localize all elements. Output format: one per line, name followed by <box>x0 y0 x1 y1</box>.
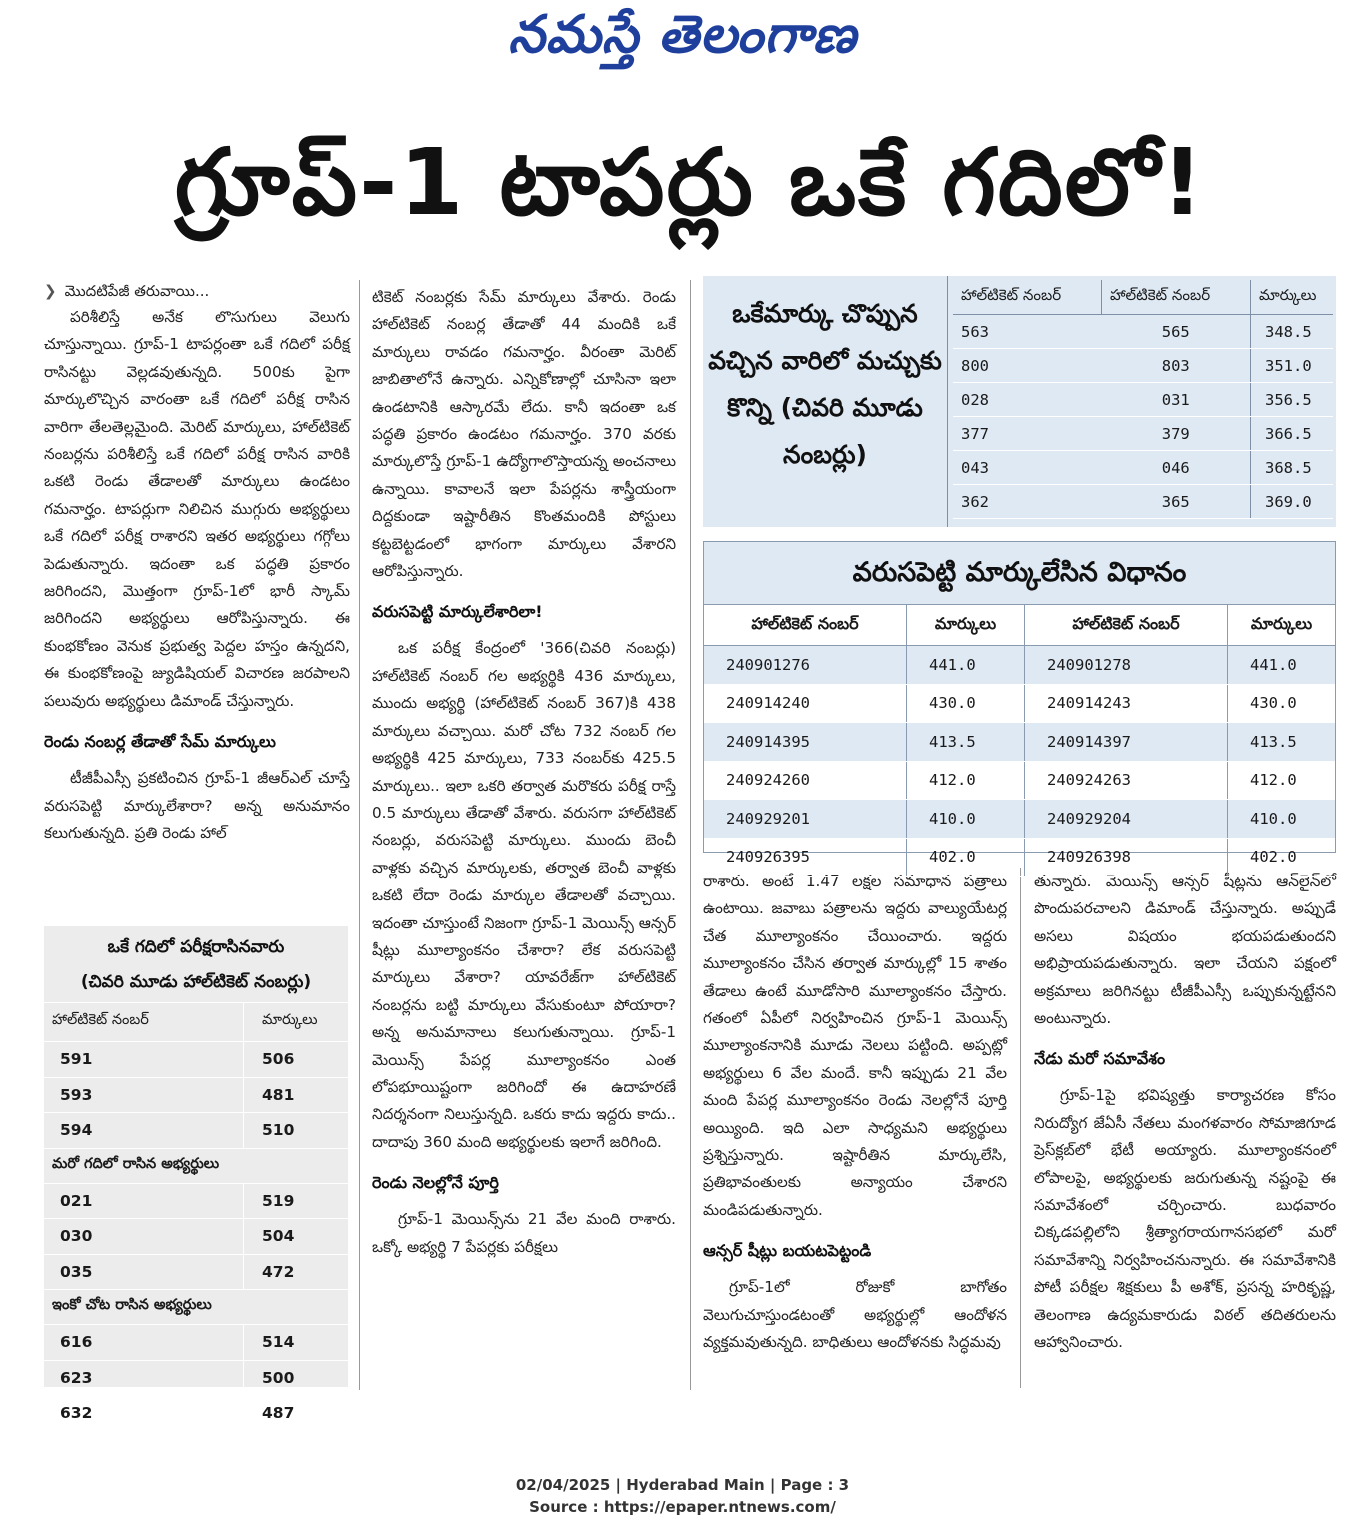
table-cell: 563 <box>953 315 1102 349</box>
table-cell: 240914395 <box>704 723 907 762</box>
table-cell: 362 <box>953 485 1102 519</box>
table-section-label: ఇంకో చోట రాసిన అభ్యర్థులు <box>44 1290 348 1325</box>
article-column-1 <box>44 280 350 847</box>
table-cell: 441.0 <box>1228 646 1336 685</box>
sequential-marks-title: వరుసపెట్టి మార్కులేసిన విధానం <box>704 542 1335 605</box>
column-divider <box>359 280 360 1390</box>
table-cell: 803 <box>1102 349 1251 383</box>
article-paragraph: గ్రూప్-1 మెయిన్స్‌ను 21 వేల మంది రాశారు. ఒక్కో అభ్యర్థి 7 పేపర్లకు పరీక్షలు <box>372 1210 676 1256</box>
table-cell: 481 <box>244 1077 349 1113</box>
table-cell: 594 <box>44 1113 244 1149</box>
article-paragraph: పరిశీలిస్తే అనేక లొసుగులు వెలుగు చూస్తున్నాయి. గ్రూప్-1 టాపర్లంతా ఒకే గదిలో పరీక్ష రాసినట్టు వెల్లడవుతున్నది. 500కు పైగా మార్కులొచ్చిన వారంతా ఒకే గదిలో పరీక్ష రాసిన వారిగా తేలతెల్లమైంది. మెరిట్ మార్కులు, హాల్‌టికెట్ నంబర్లను పరిశీలిస్తే ఒకే గదిలో పరీక్ష రాసిన వారికి ఒకటి రెండు తేడాలతో మార్కులు ఉండటం గమనార్హం. టాపర్లుగా నిలిచిన ముగ్గురు అభ్యర్థులు ఒకే గదిలో పరీక్ష రాశారని ఇతర అభ్యర్థులు గగ్గోలు పెడుతున్నారు. ఇదంతా ఒక పద్ధతి ప్రకారం జరిగిందని, మొత్తంగా గ్రూప్-1లో భారీ స్కామ్ జరిగిందని అభ్యర్థులు ఆరోపిస్తున్నారు. ఈ కుంభకోణం వెనుక ప్రభుత్వ పెద్దల హస్తం ఉన్నదని, ఈ కుంభకోణంపై జ్యుడిషియల్ విచారణ జరపాలని పలువురు అభ్యర్థులు డిమాండ్ చేస్తున్నారు. <box>44 308 350 710</box>
table-cell: 623 <box>44 1360 244 1396</box>
table-cell: 046 <box>1102 451 1251 485</box>
table-cell: 413.5 <box>907 723 1025 762</box>
table-cell: 402.0 <box>1228 838 1336 877</box>
table-section-label: మరో గదిలో రాసిన అభ్యర్థులు <box>44 1148 348 1183</box>
table-row <box>953 451 1333 485</box>
table-cell: 379 <box>1102 417 1251 451</box>
article-paragraph: తున్నారు. మెయిన్స్ ఆన్సర్ షీట్లను ఆన్‌లైన్‌లో పొందుపరచాలని డిమాండ్ చేస్తున్నారు. అప్పుడే అసలు విషయం భయపడుతుందని అభిప్రాయపడుతున్నారు. ఇలా చేయని పక్షంలో అక్రమాలు జరిగినట్టు టీజీపీఎస్సీ ఒప్పుకున్నట్టేనని అంటున్నారు. <box>1034 872 1336 1028</box>
table-cell: 487 <box>244 1396 349 1432</box>
chevron-right-icon: ❯ <box>44 282 57 300</box>
article-paragraph: టీజీపీఎస్సీ ప్రకటించిన గ్రూప్-1 జీఆర్ఎల్ చూస్తే వరుసపెట్టి మార్కులేశారా? అన్న అనుమానం కలుగుతున్నది. ప్రతి రెండు హాల్ <box>44 769 350 842</box>
subheading: ఆన్సర్ షీట్లు బయటపెట్టండి <box>703 1241 872 1261</box>
sequential-marks-grid <box>704 605 1335 877</box>
table-section-row <box>44 1290 348 1325</box>
subheading: నేడు మరో సమావేశం <box>1034 1049 1166 1069</box>
table-row <box>953 417 1333 451</box>
table-row <box>953 349 1333 383</box>
sequential-marks-table <box>703 541 1336 867</box>
table-cell: 504 <box>244 1219 349 1255</box>
column-header: హాల్‌టికెట్ నంబర్ <box>44 1003 244 1042</box>
table-cell: 430.0 <box>907 684 1025 723</box>
table-row <box>44 1219 348 1255</box>
table-cell: 369.0 <box>1251 485 1334 519</box>
column-header: హాల్‌టికెట్ నంబర్ <box>953 280 1102 315</box>
same-room-title: ఒకే గదిలో పరీక్షరాసినవారు (చివరి మూడు హాల్‌టికెట్ నంబర్లు) <box>80 937 312 992</box>
table-cell: 632 <box>44 1396 244 1432</box>
table-row <box>953 315 1333 349</box>
masthead-logo: నమస్తే తెలంగాణ <box>508 4 857 65</box>
same-room-grid <box>44 1002 348 1432</box>
table-cell: 365 <box>1102 485 1251 519</box>
article-paragraph: రాశారు. అంటే 1.47 లక్షల సమాధాన పత్రాలు ఉంటాయి. జవాబు పత్రాలను ఇద్దరు వాల్యుయేటర్ల చేత మూల్యాంకనం చేయించారు. ఇద్దరు మూల్యాంకనం చేసిన తర్వాత మార్కుల్లో 15 శాతం తేడాలు ఉంటే మూడోసారి మూల్యాంకనం చేస్తారు. గతంలో ఏపీలో నిర్వహించిన గ్రూప్-1 మెయిన్స్ మూల్యాంకనానికి మూడు నెలలు పట్టింది. అప్పట్లో అభ్యర్థులు 6 వేల మందే. కానీ ఇప్పుడు 21 వేల మంది పేపర్ల మూల్యాంకనం రెండు నెలల్లోనే పూర్తి అయ్యింది. ఇది ఎలా సాధ్యమని అభ్యర్థులు ప్రశ్నిస్తున్నారు. ఇష్టారీతిన మార్కులేసి, ప్రతిభావంతులకు అన్యాయం చేశారని మండిపడుతున్నారు. <box>703 872 1007 1219</box>
table-cell: 240914397 <box>1025 723 1228 762</box>
same-marks-table-label: ఒకేమార్కు చొప్పున వచ్చిన వారిలో మచ్చుకు కొన్ని (చివరి మూడు నంబర్లు) <box>708 299 942 469</box>
column-header: హాల్‌టికెట్ నంబర్ <box>1102 280 1251 315</box>
article-paragraph: గ్రూప్-1లో రోజుకో బాగోతం వెలుగుచూస్తుండటంతో అభ్యర్థుల్లో ఆందోళన వ్యక్తమవుతున్నది. బాధితులు ఆందోళనకు సిద్ధమవు <box>703 1278 1007 1352</box>
table-cell: 506 <box>244 1042 349 1078</box>
footer-source: Source : https://epaper.ntnews.com/ <box>529 1498 836 1516</box>
table-cell: 031 <box>1102 383 1251 417</box>
table-cell: 240924260 <box>704 761 907 800</box>
table-cell: 402.0 <box>907 838 1025 877</box>
table-cell: 240929201 <box>704 800 907 839</box>
article-column-2 <box>372 284 676 1261</box>
same-room-table <box>44 926 348 1423</box>
article-paragraph: ఒక పరీక్ష కేంద్రంలో '366(చివరి నంబర్లు) హాల్‌టికెట్ నంబర్ గల అభ్యర్థికి 436 మార్కులు, ముందు అభ్యర్థి (హాల్‌టికెట్ నంబర్ 367)కి 438 మార్కులు వచ్చాయి. మరో చోట 732 నంబర్ గల అభ్యర్థికి 425 మార్కులు, 733 నంబర్‌కు 425.5 మార్కులు.. ఇలా ఒకరి తర్వాత మరొకరు పరీక్ష రాస్తే 0.5 మార్కులు తేడాతో వేశారు. వరుసగా హాల్‌టికెట్ నంబర్లు, వరుసపెట్టి మార్కులు. ముందు బెంచీ వాళ్లకు వచ్చిన మార్కులకు, తర్వాత బెంచీ వాళ్లకు ఒకటి లేదా రెండు మార్కుల తేడాలతో వచ్చాయి. ఇదంతా చూస్తుంటే నిజంగా గ్రూప్-1 మెయిన్స్ ఆన్సర్ షీట్లు మూల్యాంకనం చేశారా? లేక వరుసపెట్టి మార్కులు వేశారా? యావరేజ్‌గా హాల్‌టికెట్ నంబర్లను బట్టి మార్కులు వేసుకుంటూ పోయారా? అన్న అనుమానాలు కలుగుతున్నాయి. గ్రూప్-1 మెయిన్స్ పేపర్ల మూల్యాంకనం ఎంత లోపభూయిష్టంగా జరిగిందో ఈ ఉదాహరణే నిదర్శనంగా నిలుస్తున్నది. ఒకరు కాదు ఇద్దరు కాదు.. దాదాపు 360 మంది అభ్యర్థులకు ఇలాగే జరిగింది. <box>372 639 676 1151</box>
table-header-row <box>953 280 1333 315</box>
table-cell: 500 <box>244 1360 349 1396</box>
table-cell: 800 <box>953 349 1102 383</box>
table-cell: 368.5 <box>1251 451 1334 485</box>
table-cell: 351.0 <box>1251 349 1334 383</box>
same-marks-table <box>703 276 1336 527</box>
table-row <box>953 485 1333 519</box>
table-section-row <box>44 1148 348 1183</box>
table-cell: 366.5 <box>1251 417 1334 451</box>
table-cell: 514 <box>244 1325 349 1361</box>
table-cell: 510 <box>244 1113 349 1149</box>
table-cell: 412.0 <box>907 761 1025 800</box>
subheading: రెండు నంబర్ల తేడాతో సేమ్ మార్కులు <box>44 732 276 752</box>
table-cell: 441.0 <box>907 646 1025 685</box>
continued-from-front-page: ❯ మొదటిపేజీ తరువాయి... <box>44 282 210 300</box>
table-row <box>953 383 1333 417</box>
table-row <box>44 1183 348 1219</box>
article-paragraph: టికెట్ నంబర్లకు సేమ్ మార్కులు వేశారు. రెండు హాల్‌టికెట్ నంబర్ల తేడాతో 44 మందికి ఒకే మార్కులు రావడం గమనార్హం. వీరంతా మెరిట్ జాబితాలోనే ఉన్నారు. ఎన్నికోణాల్లో చూసినా ఇలా ఉండటానికి ఆస్కారమే లేదు. కానీ ఇదంతా ఒక పద్ధతి ప్రకారం ఉండటం గమనార్హం. 370 వరకు మార్కులొస్తే గ్రూప్-1 ఉద్యోగాలొస్తాయన్న అంచనాలు ఉన్నాయి. కావాలనే ఇలా పేపర్లను శాస్త్రీయంగా దిద్దకుండా ఇష్టారీతిన కొంతమందికి పోస్టులు కట్టబెట్టడంలో భాగంగా మార్కులు వేశారని ఆరోపిస్తున్నారు. <box>372 288 676 581</box>
column-header: హాల్‌టికెట్ నంబర్ <box>704 605 907 646</box>
table-cell: 240929204 <box>1025 800 1228 839</box>
table-cell: 028 <box>953 383 1102 417</box>
table-cell: 410.0 <box>1228 800 1336 839</box>
table-cell: 240914243 <box>1025 684 1228 723</box>
table-row <box>704 723 1335 762</box>
table-row <box>44 1254 348 1290</box>
table-row <box>44 1360 348 1396</box>
same-marks-grid <box>953 280 1333 519</box>
table-cell: 240926398 <box>1025 838 1228 877</box>
table-cell: 240926395 <box>704 838 907 877</box>
table-cell: 348.5 <box>1251 315 1334 349</box>
table-row <box>44 1396 348 1432</box>
table-cell: 043 <box>953 451 1102 485</box>
table-cell: 356.5 <box>1251 383 1334 417</box>
table-cell: 021 <box>44 1183 244 1219</box>
table-cell: 377 <box>953 417 1102 451</box>
table-row <box>704 761 1335 800</box>
column-header: మార్కులు <box>907 605 1025 646</box>
article-paragraph: గ్రూప్-1పై భవిష్యత్తు కార్యాచరణ కోసం నిరుద్యోగ జేఏసీ నేతలు మంగళవారం సోమాజిగూడ ప్రెస్‌క్లబ్‌లో భేటీ అయ్యారు. మూల్యాంకనంలో లోపాలపై, అభ్యర్థులకు జరుగుతున్న నష్టంపై ఈ సమావేశంలో చర్చించారు. బుధవారం చిక్కడపల్లిలోని శ్రీత్యాగరాయగానసభలో మరో సమావేశాన్ని నిర్వహించనున్నారు. ఈ సమావేశానికి పోటీ పరీక్షల శిక్షకులు పీ అశోక్, ప్రసన్న హరికృష్ణ, తెలంగాణ ఉద్యమకారుడు విఠల్ తదితరులను ఆహ్వానించారు. <box>1034 1086 1336 1352</box>
table-row <box>704 684 1335 723</box>
table-row <box>704 646 1335 685</box>
table-row <box>44 1077 348 1113</box>
table-cell: 430.0 <box>1228 684 1336 723</box>
subheading: రెండు నెలల్లోనే పూర్తి <box>372 1173 499 1193</box>
table-cell: 616 <box>44 1325 244 1361</box>
table-cell: 591 <box>44 1042 244 1078</box>
article-column-4 <box>1034 868 1336 1357</box>
column-header: మార్కులు <box>244 1003 349 1042</box>
column-header: మార్కులు <box>1251 280 1334 315</box>
table-cell: 240901276 <box>704 646 907 685</box>
article-column-3 <box>703 868 1007 1357</box>
column-divider <box>690 280 691 1390</box>
subheading: వరుసపెట్టి మార్కులేశారిలా! <box>372 602 543 622</box>
column-header: హాల్‌టికెట్ నంబర్ <box>1025 605 1228 646</box>
table-cell: 410.0 <box>907 800 1025 839</box>
table-cell: 240901278 <box>1025 646 1228 685</box>
table-cell: 565 <box>1102 315 1251 349</box>
table-cell: 519 <box>244 1183 349 1219</box>
table-header-row <box>704 605 1335 646</box>
footer-date-edition: 02/04/2025 | Hyderabad Main | Page : 3 <box>515 1476 850 1494</box>
table-row <box>704 838 1335 877</box>
table-cell: 030 <box>44 1219 244 1255</box>
table-row <box>44 1042 348 1078</box>
table-cell: 413.5 <box>1228 723 1336 762</box>
table-divider <box>947 276 948 527</box>
table-row <box>44 1325 348 1361</box>
table-row <box>44 1113 348 1149</box>
table-cell: 035 <box>44 1254 244 1290</box>
table-cell: 240914240 <box>704 684 907 723</box>
table-cell: 240924263 <box>1025 761 1228 800</box>
table-header-row <box>44 1003 348 1042</box>
page-headline: గ్రూప్-1 టాపర్లు ఒకే గదిలో! <box>174 129 1206 236</box>
table-cell: 412.0 <box>1228 761 1336 800</box>
table-row <box>704 800 1335 839</box>
table-cell: 472 <box>244 1254 349 1290</box>
table-cell: 593 <box>44 1077 244 1113</box>
column-header: మార్కులు <box>1228 605 1336 646</box>
column-divider <box>1020 868 1021 1388</box>
